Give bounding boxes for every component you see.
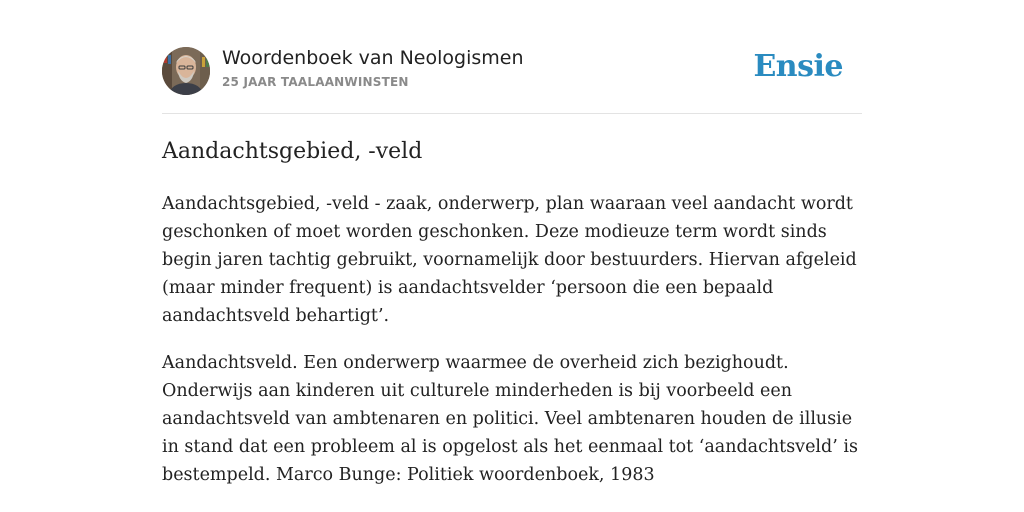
source-title[interactable]: Woordenboek van Neologismen bbox=[222, 47, 524, 69]
header-divider bbox=[162, 113, 862, 114]
author-portrait-icon bbox=[162, 47, 210, 95]
entry-paragraph: Aandachtsveld. Een onderwerp waarmee de overheid zich bezighoudt. Onderwijs aan kinderen uit culturele minderheden is bij voorbeeld een aandachtsveld van ambtenaren en politici. Veel ambtenaren houden de illusie in stand dat een probleem al is opgelost als het eenmaal tot ‘aandachtsveld’ is bestempeld. Marco Bunge: Politiek woordenboek, 1983 bbox=[162, 353, 858, 485]
entry-paragraph: Aandachtsgebied, -veld - zaak, onderwerp, plan waaraan veel aandacht wordt geschonken of moet worden geschonken. Deze modieuze term wordt sinds begin jaren tachtig gebruikt, voornamelijk door bestuurders. Hiervan afgeleid (maar minder frequent) is aandachtsvelder ‘persoon die een bepaald aandachtsveld behartigt’. bbox=[162, 194, 857, 326]
source-header bbox=[162, 45, 862, 95]
avatar[interactable] bbox=[162, 47, 210, 95]
source-subtitle: 25 JAAR TAALAANWINSTEN bbox=[222, 75, 409, 89]
entry-body bbox=[162, 190, 866, 508]
ensie-logo[interactable]: Ensie bbox=[753, 49, 843, 84]
entry-title: Aandachtsgebied, -veld bbox=[162, 139, 423, 164]
